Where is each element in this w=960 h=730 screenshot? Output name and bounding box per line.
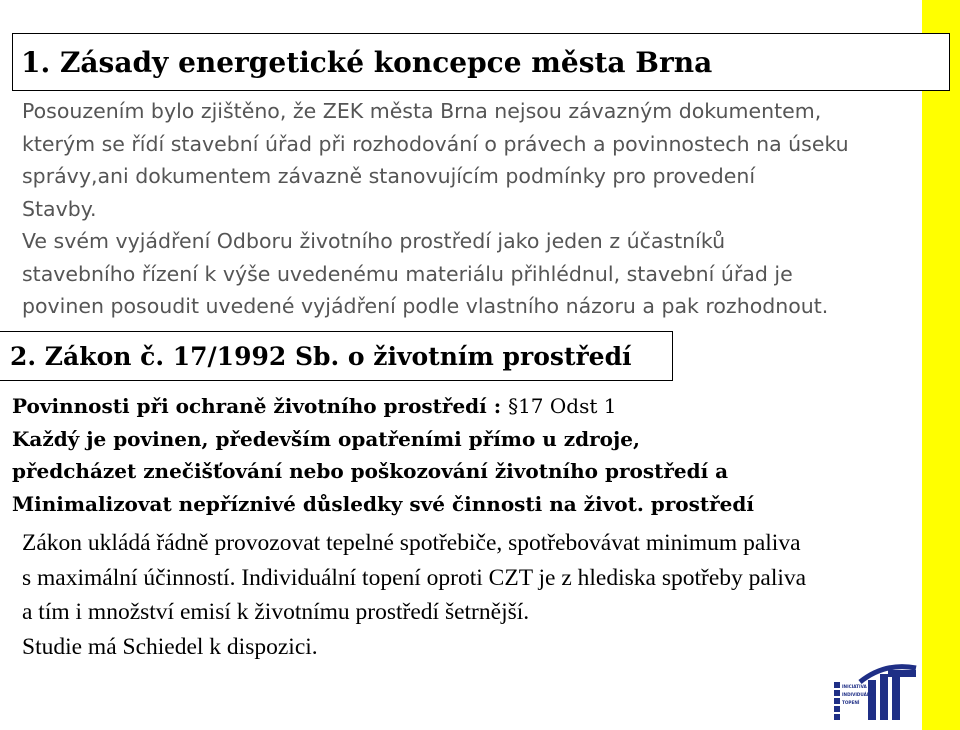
conclusion-line-1: Zákon ukládá řádně provozovat tepelné spotřebiče, spotřebovávat minimum paliva [22,530,801,556]
obligation-line-3: Minimalizovat nepříznivé důsledky své činnosti na život. prostředí [12,491,754,516]
assessment-line-3: správy,ani dokumentem závazně stanovujícím podmínky pro provedení [22,164,756,188]
conclusion-line-4: Studie má Schiedel k dispozici. [22,633,318,660]
conclusion-line-3: a tím i množství emisí k životnímu prostředí šetrnější. [22,599,530,625]
iit-logo-icon [830,660,920,724]
yellow-accent-strip [922,0,960,730]
law-obligations [12,390,912,520]
conclusion-line-2: s maximální účinností. Individuální topení oproti CZT je z hlediska spotřeby paliva [22,564,807,591]
obligations-heading: Povinnosti při ochraně životního prostředí : [12,394,509,418]
obligations-heading-line [12,390,912,423]
conclusion-paragraph [22,526,922,664]
obligation-line-1: Každý je povinen, především opatřeními přímo u zdroje, [12,426,640,451]
assessment-line-2: kterým se řídí stavební úřad při rozhodování o právech a povinnostech na úseku [22,131,849,156]
section-title: 2. Zákon č. 17/1992 Sb. o životním prostředí [10,341,632,371]
title-box [12,33,950,91]
assessment-line-1: Posouzením bylo zjištěno, že ZEK města Brna nejsou závazným dokumentem, [22,99,822,123]
paragraph-reference: §17 Odst 1 [508,394,617,418]
logo-text-line-2: INDIVIDUÁLNÍ [842,692,875,697]
assessment-line-6: stavebního řízení k výše uvedenému materiálu přihlédnul, stavební úřad je [22,261,793,286]
assessment-line-5: Ve svém vyjádření Odboru životního prostředí jako jeden z účastníků [22,229,726,253]
logo-text-line-1: INICIATIVA ZA [842,684,875,689]
assessment-paragraph [22,95,912,323]
obligation-line-2: předcházet znečišťování nebo poškozování životního prostředí a [12,459,729,483]
logo-text-line-3: TOPENÍ [842,700,860,705]
section-title-box [0,331,673,381]
page-title: 1. Zásady energetické koncepce města Brna [21,45,713,79]
assessment-line-7: povinen posoudit uvedené vyjádření podle vlastního názoru a pak rozhodnout. [22,294,829,318]
assessment-line-4: Stavby. [22,196,97,221]
